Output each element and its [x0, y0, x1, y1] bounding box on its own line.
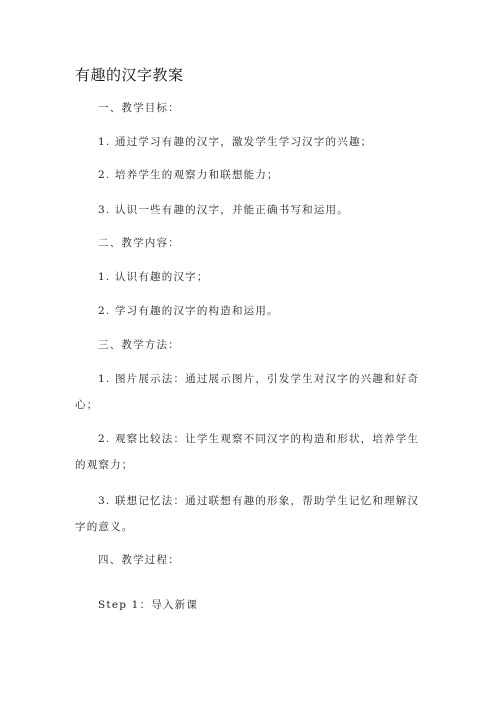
paragraph-objective-3: 3. 认识一些有趣的汉字，并能正确书写和运用。 — [98, 204, 349, 216]
section-heading-objectives: 一、教学目标： — [98, 102, 180, 114]
paragraph-objective-1: 1. 通过学习有趣的汉字，激发学生学习汉字的兴趣； — [98, 136, 373, 148]
section-heading-methods: 三、教学方法： — [98, 339, 180, 351]
paragraph-objective-2: 2. 培养学生的观察力和联想能力； — [98, 169, 279, 181]
paragraph-method-2: 2. 观察比较法：让学生观察不同汉字的构造和形状，培养学生的观察力； — [75, 433, 420, 471]
section-heading-process: 四、教学过程： — [98, 554, 180, 566]
document-title: 有趣的汉字教案 — [75, 66, 184, 84]
paragraph-method-1: 1. 图片展示法：通过展示图片，引发学生对汉字的兴趣和好奇心； — [75, 373, 420, 411]
section-heading-content: 二、教学内容： — [98, 237, 180, 249]
paragraph-content-2: 2. 学习有趣的汉字的构造和运用。 — [98, 305, 279, 317]
paragraph-method-3: 3. 联想记忆法：通过联想有趣的形象，帮助学生记忆和理解汉字的意义。 — [75, 495, 420, 533]
paragraph-content-1: 1. 认识有趣的汉字； — [98, 271, 209, 283]
paragraph-step-1: Step 1：导入新课 — [98, 599, 199, 611]
